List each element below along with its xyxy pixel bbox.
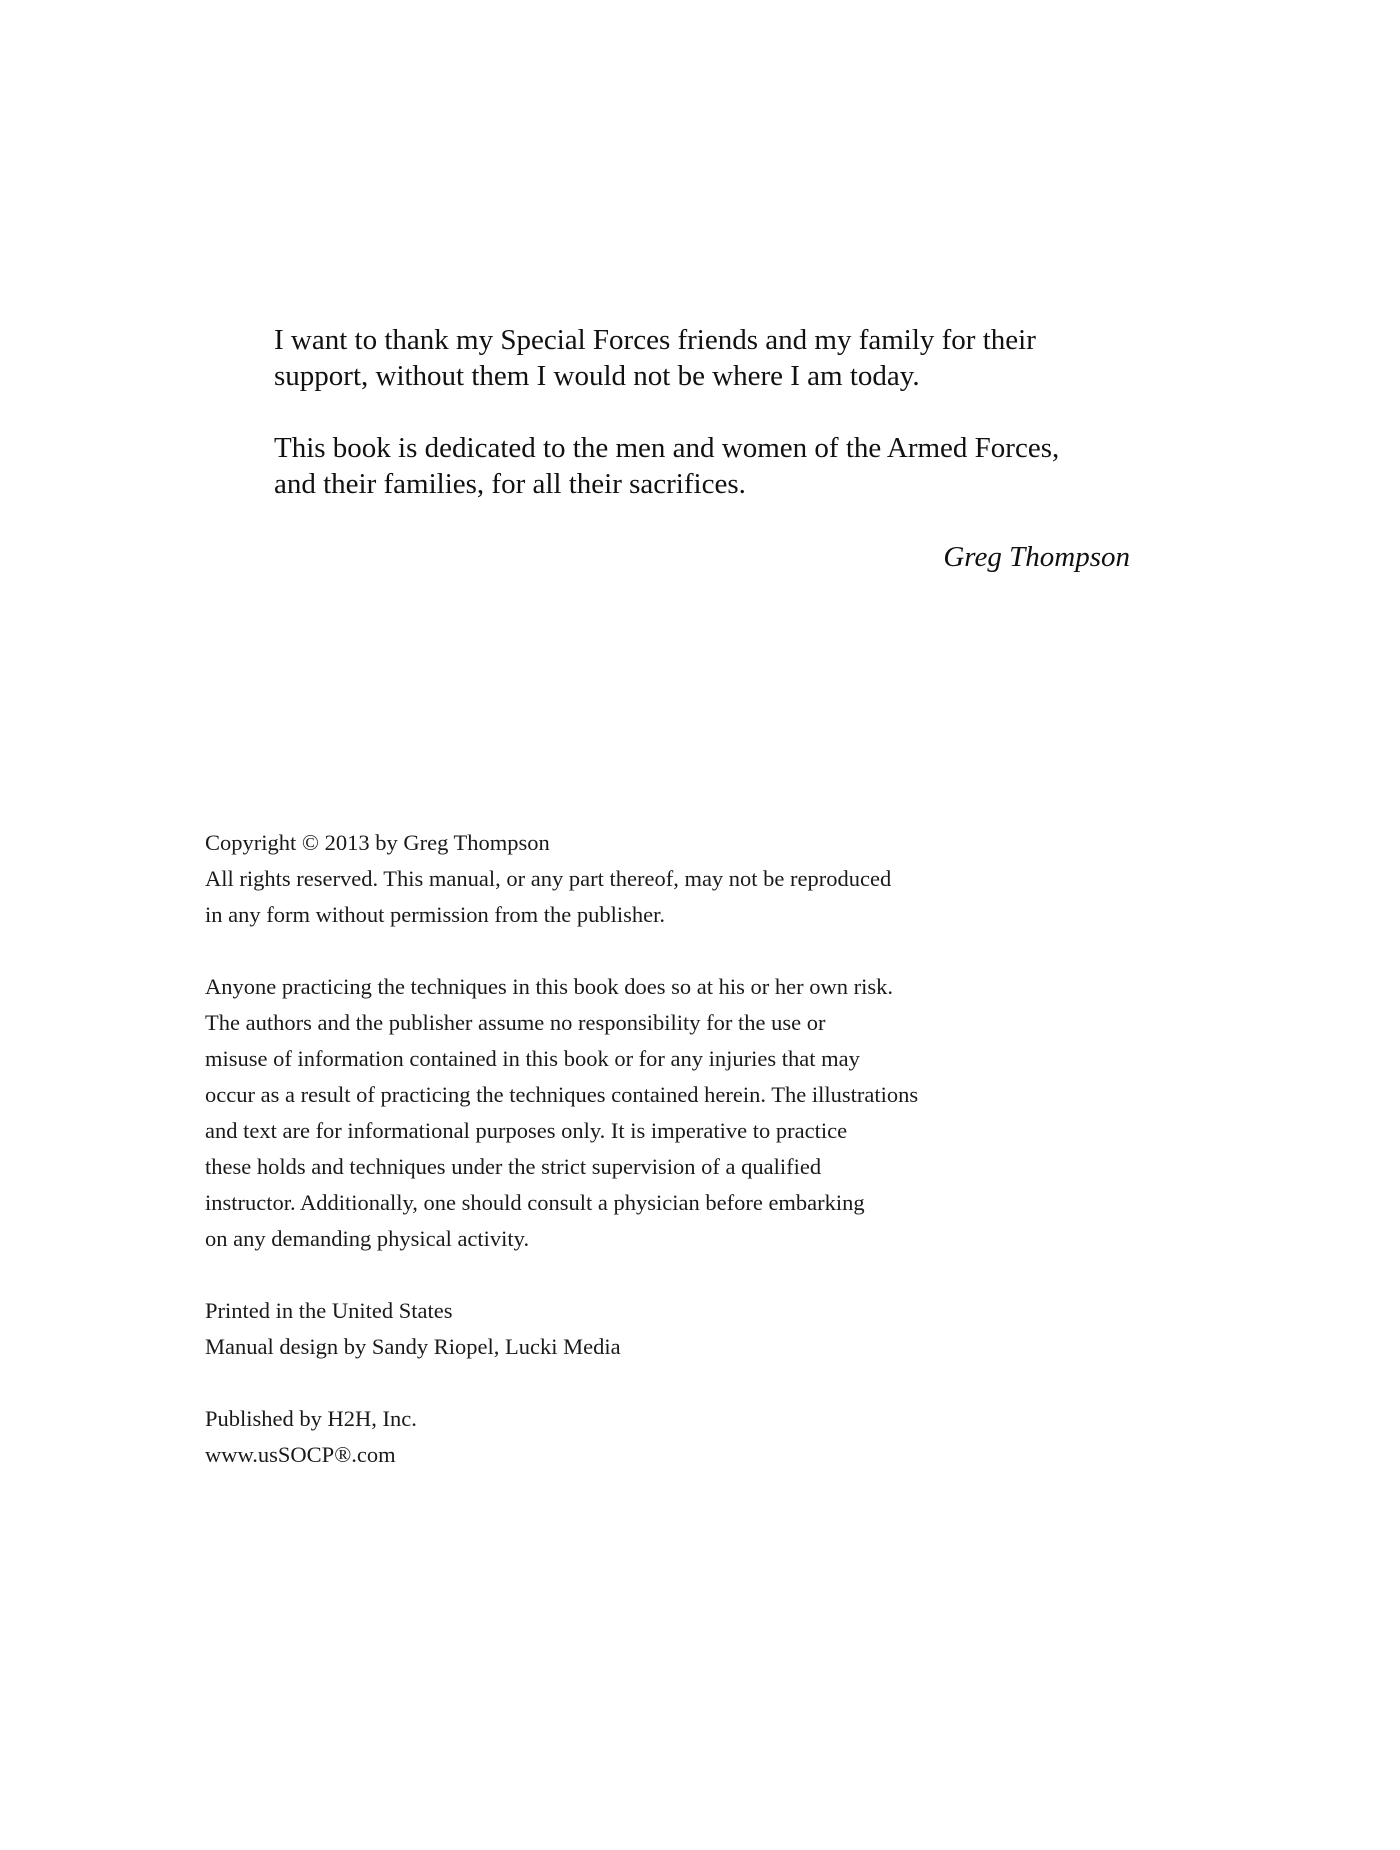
author-signature: Greg Thompson [943,541,1130,573]
printed-location: Printed in the United States [205,1298,453,1323]
copyright-line: in any form without permission from the publisher. [205,902,665,927]
dedication-line: This book is dedicated to the men and women of the Armed Forces, [274,432,1060,464]
disclaimer-line: instructor. Additionally, one should consult a physician before embarking [205,1190,865,1215]
disclaimer-line: and text are for informational purposes only. It is imperative to practice [205,1118,848,1143]
publisher-name: Published by H2H, Inc. [205,1406,417,1431]
dedication-line: support, without them I would not be where I am today. [274,360,920,392]
copyright-line: Copyright © 2013 by Greg Thompson [205,830,550,855]
disclaimer-line: occur as a result of practicing the techniques contained herein. The illustrations [205,1082,919,1107]
disclaimer-line: on any demanding physical activity. [205,1226,530,1251]
dedication-line: I want to thank my Special Forces friends and my family for their [274,324,1036,356]
copyright-notice [205,825,1205,933]
disclaimer-line: The authors and the publisher assume no responsibility for the use or [205,1010,826,1035]
printing-credits [205,1293,1205,1365]
dedication [274,322,1154,502]
dedication-paragraph-armed-forces [274,430,1154,502]
design-credit: Manual design by Sandy Riopel, Lucki Media [205,1334,621,1359]
publisher-website: www.usSOCP®.com [205,1442,396,1467]
copyright-page [205,825,1205,1473]
dedication-paragraph-thanks [274,322,1154,394]
publisher-info [205,1401,1205,1473]
copyright-line: All rights reserved. This manual, or any part thereof, may not be reproduced [205,866,892,891]
dedication-line: and their families, for all their sacrifices. [274,468,746,500]
disclaimer-line: Anyone practicing the techniques in this book does so at his or her own risk. [205,974,893,999]
disclaimer-line: misuse of information contained in this book or for any injuries that may [205,1046,860,1071]
disclaimer [205,969,1205,1257]
disclaimer-line: these holds and techniques under the strict supervision of a qualified [205,1154,822,1179]
